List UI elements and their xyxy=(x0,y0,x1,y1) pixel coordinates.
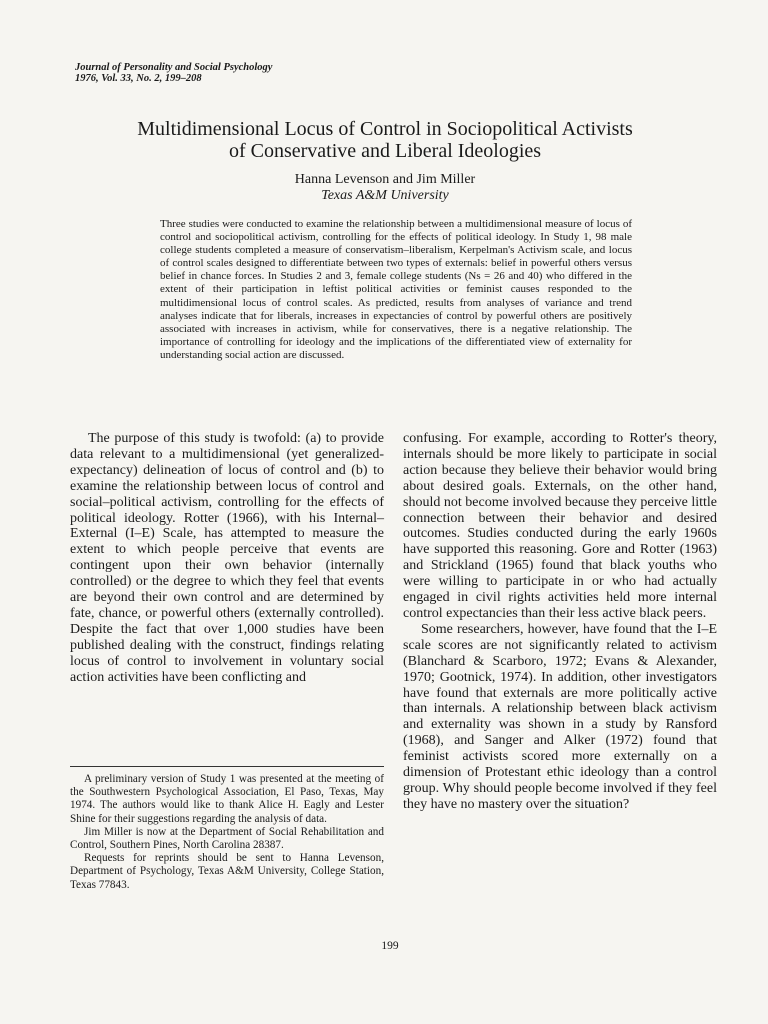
author-names: Hanna Levenson and Jim Miller xyxy=(294,172,476,187)
footnote: A preliminary version of Study 1 was presented at the meeting of the Southwestern Psychological Association, El Paso, Texas, May 1974. The authors would like to thank Alice H. Eagly and Lester Shine for their suggestions regarding the analysis of data. xyxy=(70,773,384,825)
title-line-2: of Conservative and Liberal Ideologies xyxy=(228,140,542,162)
body-paragraph: Some researchers, however, have found that the I–E scale scores are not significantly related to activism (Blanchard & Scarboro, 1972; Evans & Alexander, 1970; Gootnick, 1974). In addition, other investigators have found that externals are more politically active than internals. A relationship between black activism and externality was shown in a study by Ransford (1968), and Sanger and Alker (1972) found that feminist activists scored more externally on a dimension of Protestant ethic ideology than a control group. Why should people become involved if they feel they have no mastery over the situation? xyxy=(403,621,717,812)
author-block xyxy=(160,172,610,204)
footnote: Requests for reprints should be sent to Hanna Levenson, Department of Psychology, Texas A&M University, College Station, Texas 77843. xyxy=(70,852,384,891)
abstract: Three studies were conducted to examine the relationship between a multidimensional measure of locus of control and sociopolitical activism, controlling for the effects of political ideology. In Study 1, 98 male college students completed a measure of conservatism–liberalism, Kerpelman's Activism scale, and locus of control scales designed to differentiate between two types of externals: belief in powerful others versus belief in chance forces. In Studies 2 and 3, female college students (Ns = 26 and 40) who differed in the extent of their participation in leftist political activities or feminist causes responded to the multidimensional locus of control scales. As predicted, results from analyses of variance and trend analyses indicate that for liberals, increases in expectancies of control by powerful others are positively associated with increases in activism, while for conservatives, there is a negative relationship. The importance of controlling for ideology and the implications of the differentiated view of externality for understanding social action are discussed. xyxy=(160,218,632,361)
footnotes xyxy=(70,766,384,892)
journal-header xyxy=(75,62,272,84)
journal-citation: 1976, Vol. 33, No. 2, 199–208 xyxy=(75,73,202,84)
title-line-1: Multidimensional Locus of Control in Sociopolitical Activists xyxy=(137,118,633,140)
article-title xyxy=(60,118,710,162)
footnote: Jim Miller is now at the Department of Social Rehabilitation and Control, Southern Pines, North Carolina 28387. xyxy=(70,825,384,852)
body-column-left xyxy=(70,431,384,686)
page-number: 199 xyxy=(381,940,399,952)
author-affiliation: Texas A&M University xyxy=(321,188,449,203)
body-paragraph: confusing. For example, according to Rotter's theory, internals should be more likely to participate in social action because they believe their behavior would bring about desired goals. Externals, on the other hand, should not become involved because they perceive little connection between their behavior and desired outcomes. Studies conducted during the early 1960s have supported this reasoning. Gore and Rotter (1963) and Strickland (1965) found that black youths who were willing to participate in or who had actually engaged in civil rights activities held more internal control expectancies than their less active black peers. xyxy=(403,431,717,621)
body-paragraph: The purpose of this study is twofold: (a) to provide data relevant to a multidimensional (yet generalized-expectancy) delineation of locus of control and (b) to examine the relationship between locus of control and social–political activism, controlling for the effects of political ideology. Rotter (1966), with his Internal–External (I–E) Scale, has attempted to measure the extent to which people perceive that events are contingent upon their own behavior (internally controlled) or the degree to which they feel that events are beyond their own control and are determined by fate, chance, or powerful others (externally controlled). Despite the fact that over 1,000 studies have been published dealing with the construct, findings relating locus of control to involvement in voluntary social action activities have been conflicting and xyxy=(70,431,384,685)
journal-name: Journal of Personality and Social Psychology xyxy=(75,62,273,73)
body-column-right xyxy=(403,431,717,813)
